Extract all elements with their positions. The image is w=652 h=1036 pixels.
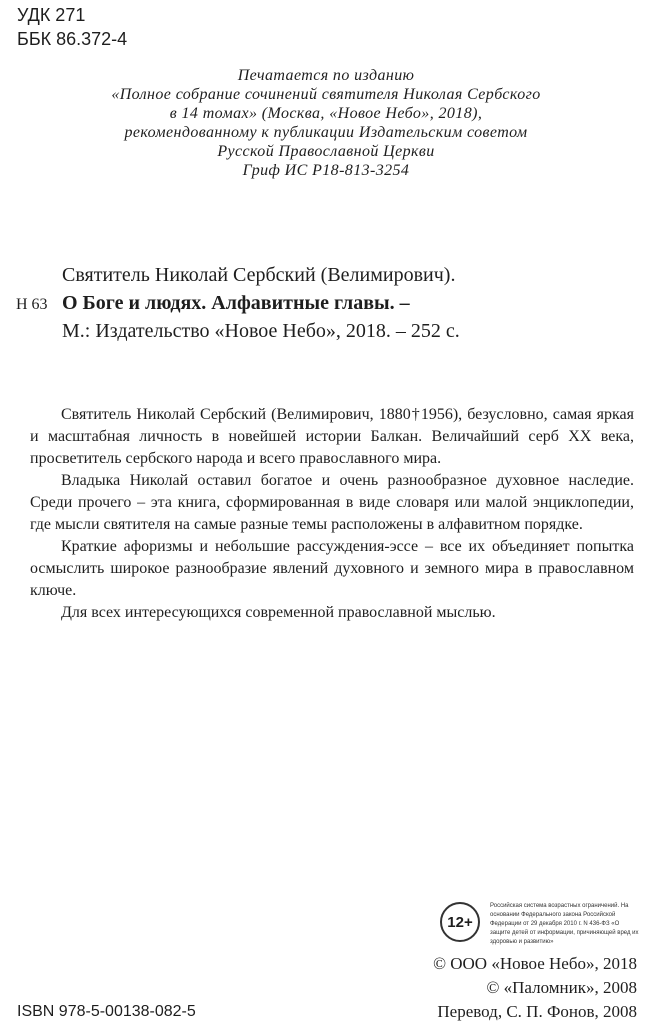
- bbk-code: ББК 86.372-4: [17, 29, 128, 49]
- age-rating-note: Российская система возрастных ограничений. На основании Федерального закона Российской Федерации от 29 декабря 2010 г. N 436-ФЗ «О защите детей от информации, причиняющей вред их здоровью и развитию»: [490, 903, 639, 945]
- publication-note-line: рекомендованному к публикации Издательским советом: [124, 124, 528, 141]
- publication-note-line: Русской Православной Церкви: [217, 143, 435, 160]
- age-rating-badge: 12+: [440, 902, 480, 942]
- annotation-paragraph: Святитель Николай Сербский (Велимирович, 1880†1956), безусловно, самая яркая и масштабная личность в новейшей истории Балкан. Величайший серб XX века, просветитель сербского народа и всего православного мира.: [30, 406, 634, 467]
- publication-note-line: Гриф ИС Р18-813-3254: [242, 162, 410, 179]
- isbn: ISBN 978-5-00138-082-5: [17, 1003, 196, 1020]
- annotation-paragraph: Для всех интересующихся современной православной мыслью.: [61, 604, 496, 621]
- annotation: [30, 404, 634, 624]
- book-title: О Боге и людях. Алфавитные главы. –: [62, 292, 410, 314]
- publication-note-line: Печатается по изданию: [237, 67, 415, 84]
- publication-note-line: в 14 томах» (Москва, «Новое Небо», 2018),: [169, 105, 483, 122]
- author-code: Н 63: [16, 296, 48, 313]
- translation-credit: Перевод, С. П. Фонов, 2008: [437, 1002, 637, 1021]
- book-author: Святитель Николай Сербский (Велимирович).: [62, 264, 456, 286]
- copyright-line: © «Паломник», 2008: [486, 978, 637, 997]
- annotation-paragraph: Краткие афоризмы и небольшие рассуждения-эссе – все их объединяет попытка осмыслить широкое разнообразие явлений духовного и земного мира в православном ключе.: [30, 538, 634, 599]
- copyright-line: © ООО «Новое Небо», 2018: [433, 954, 637, 973]
- udk-code: УДК 271: [17, 5, 86, 25]
- book-imprint: М.: Издательство «Новое Небо», 2018. – 252 с.: [62, 320, 460, 342]
- annotation-paragraph: Владыка Николай оставил богатое и очень разнообразное духовное наследие. Среди прочего – эта книга, сформированная в виде словаря или малой энциклопедии, где мысли святителя на самые разные темы расположены в алфавитном порядке.: [30, 472, 634, 533]
- publication-note-line: «Полное собрание сочинений святителя Николая Сербского: [111, 86, 541, 103]
